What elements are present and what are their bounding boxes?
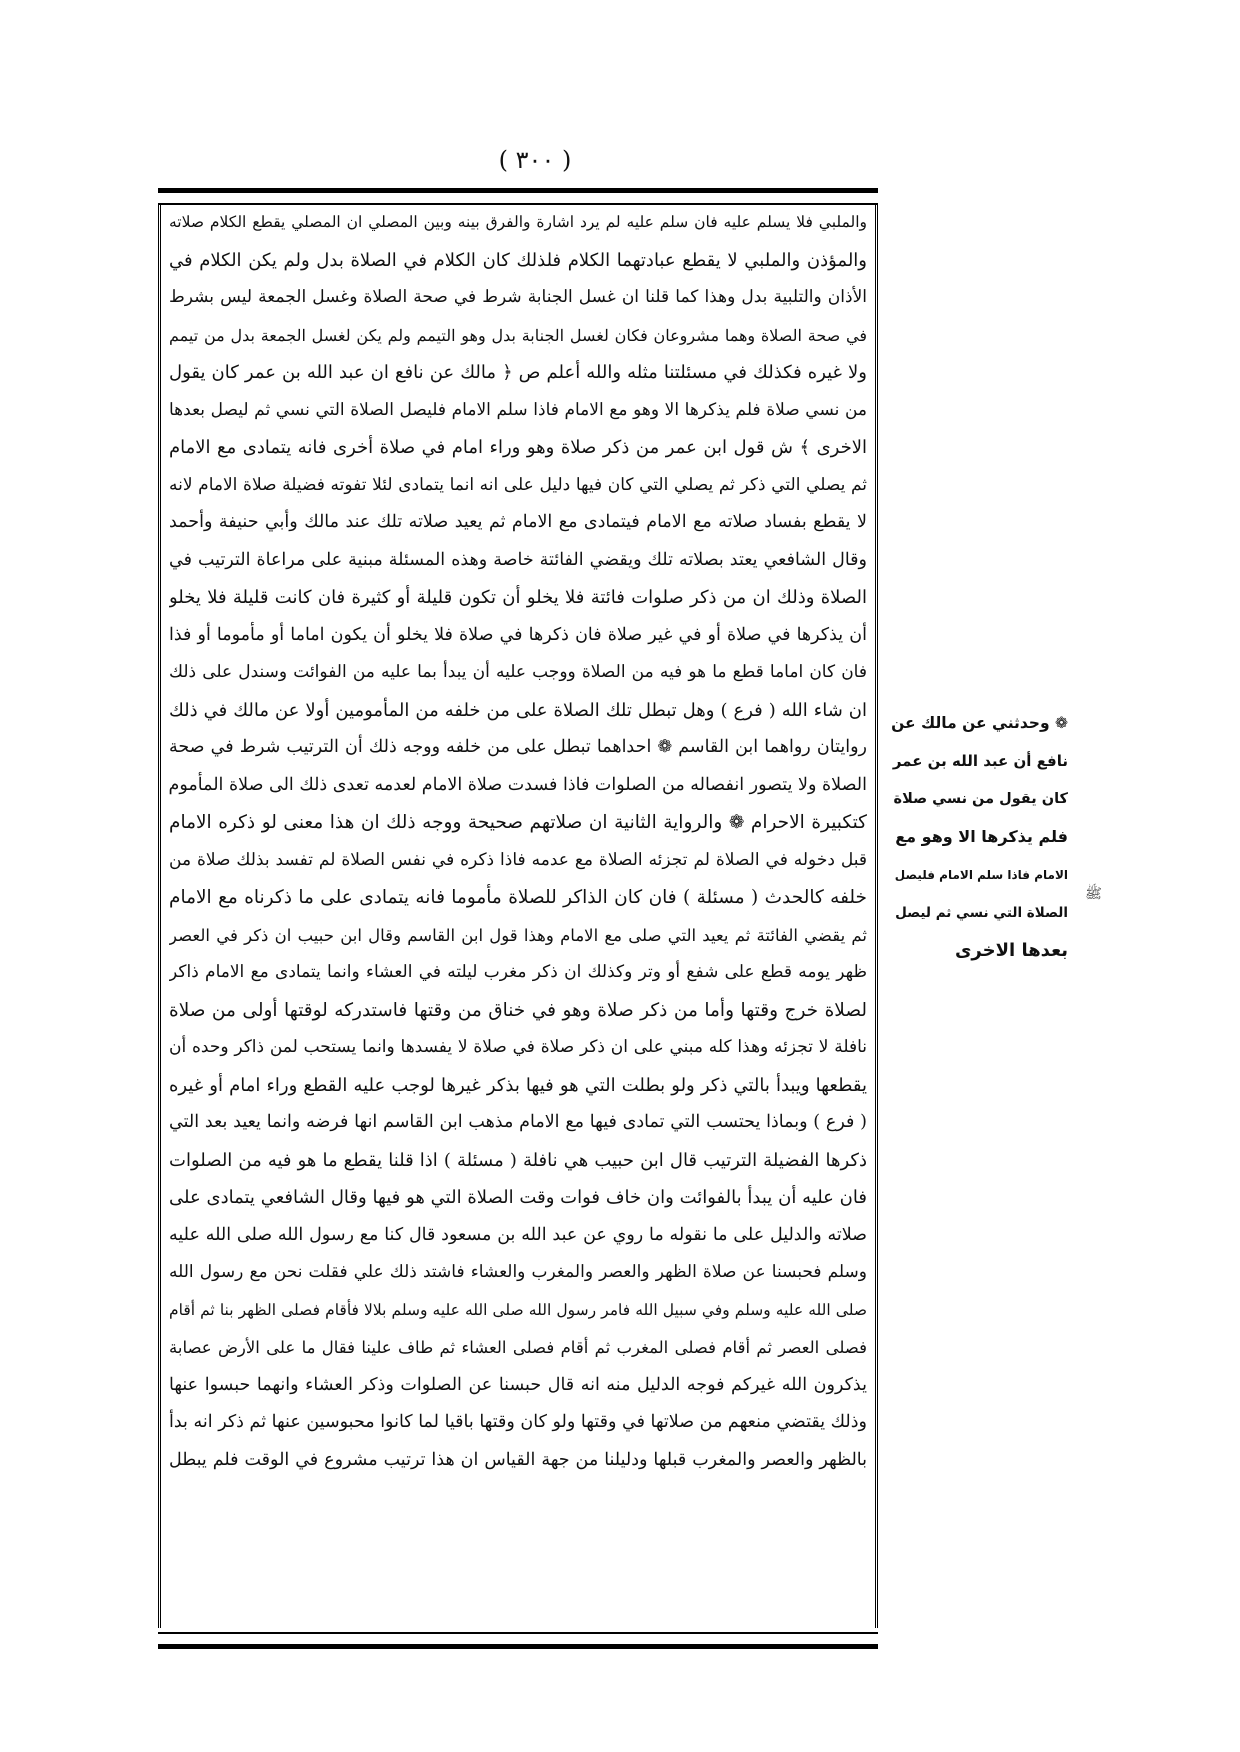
page-number: ( ٣٠٠ ) — [498, 146, 572, 174]
text-line: الصلاة وذلك ان من ذكر صلوات فائتة فلا يخلو أن تكون قليلة أو كثيرة فان كانت قليلة فلا يخلو — [169, 587, 867, 608]
text-line: لصلاة خرج وقتها وأما من ذكر صلاة وهو في خناق من وقتها فاستدركه لوقتها أولى من صلاة — [169, 999, 867, 1021]
text-line: والملبي فلا يسلم عليه فان سلم عليه لم يرد اشارة والفرق بينه وبين المصلي ان المصلي يقطع الكلام صلاته — [169, 213, 867, 231]
margin-note-line: ❁ وحدثني عن مالك عن — [891, 714, 1068, 732]
text-line: فان عليه أن يبدأ بالفوائت وان خاف فوات وقت الصلاة التي هو فيها وقال الشافعي يتمادى على — [169, 1187, 867, 1208]
margin-note-line: فلم يذكرها الا وهو مع — [895, 827, 1068, 846]
margin-note — [892, 704, 1068, 970]
text-line: ثم يصلي التي ذكر ثم يصلي التي كان فيها دليل على انه انما يتمادى لئلا تفوته فضيلة صلاة الامام لانه — [169, 474, 867, 495]
margin-note-line: الصلاة التي نسي ثم ليصل — [895, 905, 1068, 921]
text-line: وذلك يقتضي منعهم من صلاتها في وقتها ولو كان وقتها باقيا لما كانوا محبوسين عنها ثم ذكر انه بدأ — [169, 1412, 867, 1432]
text-line: كتكبيرة الاحرام ❁ والرواية الثانية ان صلاتهم صحيحة ووجه ذلك ان هذا معنى لو ذكره الامام — [169, 812, 867, 833]
text-line: يقطعها ويبدأ بالتي ذكر ولو بطلت التي هو فيها بذكر غيرها لوجب عليه القطع وراء امام أو غيره — [169, 1074, 867, 1096]
text-line: ( فرع ) وبماذا يحتسب التي تمادى فيها مع الامام مذهب ابن القاسم انها فرضه وانما يعيد بعد التي — [169, 1112, 867, 1132]
text-line: خلفه كالحدث ( مسئلة ) فان كان الذاكر للصلاة مأموما فانه يتمادى على ما ذكرناه مع الامام — [169, 887, 867, 908]
text-line: فان كان اماما قطع ما هو فيه من الصلاة ووجب عليه أن يبدأ بما عليه من الفوائت وسندل على ذلك — [169, 662, 867, 682]
frame-bottom-border — [158, 1632, 878, 1649]
text-line: الأذان والتلبية بدل وهذا كما قلنا ان غسل الجنابة شرط في صحة الصلاة وغسل الجمعة ليس بشرط — [169, 287, 867, 307]
text-line: وقال الشافعي يعتد بصلاته تلك ويقضي الفائتة خاصة وهذه المسئلة مبنية على مراعاة الترتيب في — [169, 549, 867, 570]
text-line: ولا غيره فكذلك في مسئلتنا مثله والله أعلم ص ﴿ مالك عن نافع ان عبد الله بن عمر كان يقول — [169, 362, 867, 383]
margin-note-line: كان يقول من نسي صلاة — [893, 791, 1068, 807]
main-text-column — [158, 204, 878, 1628]
text-line: أن يذكرها في صلاة أو في غير صلاة فان ذكرها في صلاة فلا يخلو أن يكون اماما أو مأموما أو فذا — [169, 624, 867, 645]
text-line: ذكرها الفضيلة الترتيب قال ابن حبيب هي نافلة ( مسئلة ) اذا قلنا يقطع ما هو فيه من الصلوات — [169, 1149, 867, 1171]
margin-note-line: الامام فاذا سلم الامام فليصل — [894, 868, 1068, 882]
text-line: صلاته والدليل على ما نقوله ما روي عن عبد الله بن مسعود قال كنا مع رسول الله صلى الله عليه — [169, 1224, 867, 1245]
text-line: نافلة لا تجزئه وهذا كله مبني على ان ذكر صلاة في صلاة لا يفسدها وانما يستحب لمن ذاكر وحده أن — [169, 1037, 867, 1057]
text-line: ظهر يومه قطع على شفع أو وتر وكذلك ان ذكر مغرب ليلته في العشاء وانما يتمادى مع الامام ذاكر — [169, 962, 867, 982]
text-line: الاخرى ﴾ ش قول ابن عمر من ذكر صلاة وهو وراء امام في صلاة أخرى فانه يتمادى مع الامام — [169, 437, 867, 458]
text-line: ثم يقضي الفائتة ثم يعيد التي صلى مع الامام وهذا قول ابن القاسم وقال ابن حبيب ان ذكر في العصر — [169, 925, 867, 945]
text-line: وسلم فحبسنا عن صلاة الظهر والعصر والمغرب والعشاء فاشتد ذلك علي فقلت نحن مع رسول الله — [169, 1262, 867, 1282]
text-line: بالظهر والعصر والمغرب قبلها ودليلنا من جهة القياس ان هذا ترتيب مشروع في الوقت فلم يبطل — [169, 1449, 867, 1470]
text-line: قبل دخوله في الصلاة لم تجزئه الصلاة مع عدمه فاذا ذكره في نفس الصلاة لم تفسد بذلك صلاة من — [169, 849, 867, 870]
text-line: في صحة الصلاة وهما مشروعان فكان لغسل الجنابة بدل وهو التيمم ولم يكن لغسل الجمعة بدل من تيمم — [169, 325, 867, 345]
text-line: من نسي صلاة فلم يذكرها الا وهو مع الامام فاذا سلم الامام فليصل الصلاة التي نسي ثم ليصل بعدها — [169, 399, 867, 420]
text-line: لا يقطع بفساد صلاته مع الامام فيتمادى مع الامام ثم يعيد صلاته تلك عند مالك وأبي حنيفة وأحمد — [169, 512, 867, 532]
margin-note-line: نافع أن عبد الله بن عمر — [892, 752, 1068, 770]
text-line: ان شاء الله ( فرع ) وهل تبطل تلك الصلاة على من خلفه من المأمومين أولا عن مالك في ذلك — [169, 699, 867, 721]
margin-ornament: ﷺ — [1085, 886, 1102, 902]
text-line: يذكرون الله غيركم فوجه الدليل منه انه قال حبسنا عن الصلوات وذكر العشاء وانهما حبسوا عنها — [169, 1374, 867, 1395]
text-line: الصلاة ولا يتصور انفصاله من الصلوات فاذا فسدت صلاة الامام لعدمه تعدى ذلك الى صلاة المأموم — [169, 774, 867, 795]
text-line: والمؤذن والملبي لا يقطع عبادتهما الكلام فلذلك كان الكلام في الصلاة بدل ولم يكن الكلام في — [169, 249, 867, 271]
margin-note-line: بعدها الاخرى — [954, 940, 1068, 961]
text-line: صلى الله عليه وسلم وفي سبيل الله فامر رسول الله صلى الله عليه وسلم بلالا فأقام فصلى الظهر بنا ثم أقام — [169, 1300, 867, 1319]
frame-top-border — [158, 188, 878, 205]
text-line: روايتان رواهما ابن القاسم ❁ احداهما تبطل على من خلفه ووجه ذلك أن الترتيب شرط في صحة — [169, 737, 867, 757]
text-line: فصلى العصر ثم أقام فصلى المغرب ثم أقام فصلى العشاء ثم طاف علينا فقال ما على الأرض عصابة — [169, 1338, 867, 1357]
